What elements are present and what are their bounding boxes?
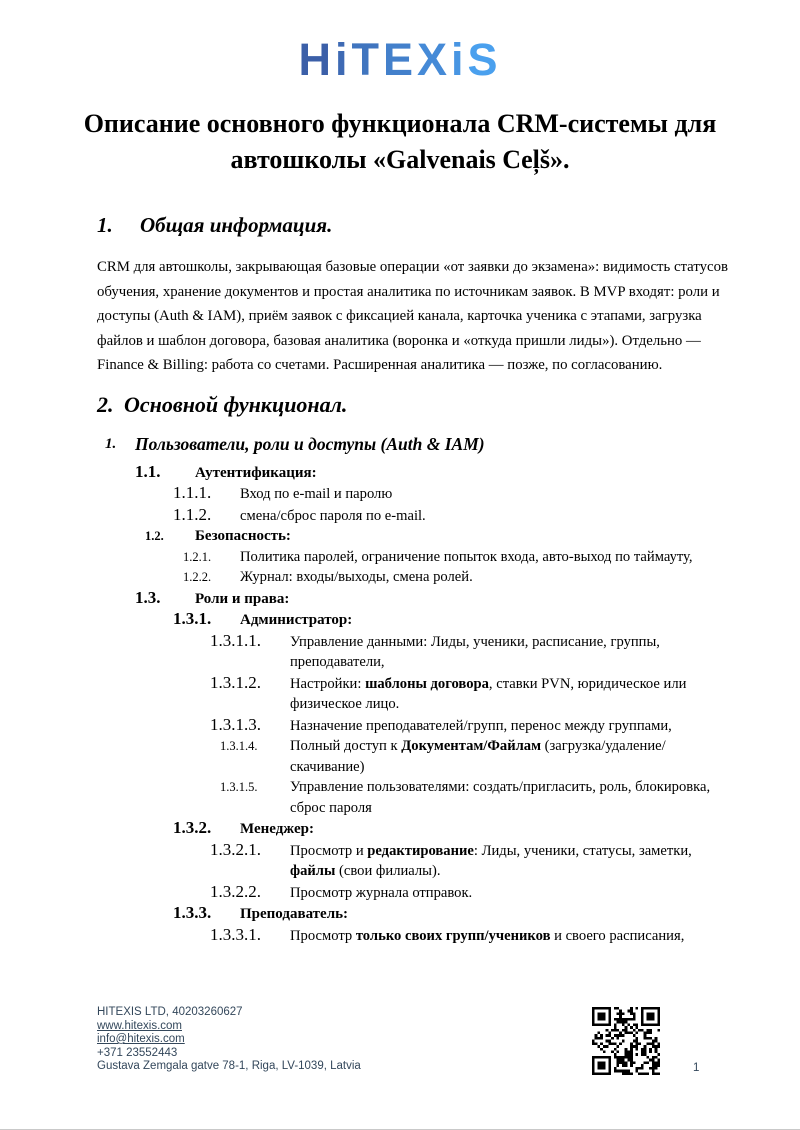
list-item-number: 1.3. — [135, 587, 161, 607]
document-body — [0, 210, 800, 946]
list-item — [173, 505, 740, 527]
footer-address: Gustava Zemgala gatve 78-1, Riga, LV-1039, Latvia — [97, 1060, 361, 1072]
subsection-title: Пользователи, роли и доступы (Auth & IAM) — [135, 433, 485, 454]
list-item-number: 1.3.2. — [173, 818, 212, 838]
document-header — [0, 0, 800, 86]
section-title: Основной функционал. — [124, 391, 348, 417]
list-item-text: Назначение преподавателей/групп, перенос между группами, — [290, 717, 672, 734]
footer-phone: +371 23552443 — [97, 1046, 178, 1059]
general-info-paragraph: CRM для автошколы, закрывающая базовые операции «от заявки до экзамена»: видимость статусов обучения, хранение документов и простая аналитика по источникам заявок. В MVP входят: роли и доступы (Auth & IAM), приём заявок с фиксацией канала, карточка ученика с этапами, загрузка файлов и шаблон договора, базовая аналитика (воронка и «откуда пришли лиды»). Отдельно — Finance & Billing: работа со счетами. Расширенная аналитика — позже, по согласованию. — [97, 259, 728, 374]
list-item — [173, 818, 740, 840]
section-heading-main-functionality — [97, 390, 740, 420]
list-item-number: 1.3.3. — [173, 903, 212, 923]
list-item-number: 1.3.1.2. — [210, 672, 261, 692]
list-item-number: 1.3.1.1. — [210, 630, 261, 650]
list-item-text: Политика паролей, ограничение попыток входа, авто-выход по таймауту, — [240, 548, 693, 565]
list-item-text: Роли и права: — [195, 590, 290, 607]
list-item — [210, 736, 740, 777]
list-item — [135, 588, 740, 610]
hitexis-logo: HiTEXiS — [298, 34, 502, 85]
list-item — [135, 526, 740, 547]
list-item-number: 1.3.1.4. — [220, 739, 258, 754]
list-item-text: Полный доступ к Документам/Файлам (загрузка/удаление/скачивание) — [290, 738, 666, 775]
list-item — [210, 631, 740, 673]
list-item — [173, 609, 740, 631]
list-item-number: 1.1.2. — [173, 504, 212, 524]
section-heading-general-info — [97, 210, 740, 240]
list-item — [173, 547, 740, 568]
list-item-text: Журнал: входы/выходы, смена ролей. — [240, 569, 473, 586]
list-item — [135, 462, 740, 484]
list-item-text: Просмотр и редактирование: Лиды, ученики, статусы, заметки, файлы (свои филиалы). — [290, 842, 692, 880]
list-item — [210, 673, 740, 715]
list-item — [210, 882, 740, 904]
list-item-number: 1.3.1.3. — [210, 714, 261, 734]
list-item-number: 1.2.1. — [183, 549, 212, 564]
list-item-text: Просмотр только своих групп/учеников и своего расписания, — [290, 927, 685, 944]
subsection-heading-users-roles — [97, 432, 740, 456]
list-item-text: Настройки: шаблоны договора, ставки PVN, юридическое или физическое лицо. — [290, 675, 687, 713]
feature-list — [97, 462, 740, 947]
list-item — [173, 903, 740, 925]
list-item-text: Безопасность: — [195, 528, 291, 545]
list-item-number: 1.3.2.2. — [210, 881, 261, 901]
list-item — [210, 715, 740, 737]
list-item-text: Аутентификация: — [195, 464, 317, 481]
page-number: 1 — [693, 1062, 700, 1074]
list-item-number: 1.3.1. — [173, 609, 212, 629]
qr-code — [592, 1007, 660, 1075]
list-item-text: Администратор: — [240, 612, 353, 629]
list-item — [173, 567, 740, 588]
list-item-number: 1.3.1.5. — [220, 780, 258, 795]
document-title: Описание основного функционала CRM-системы для автошколы «Galvenais Ceļš». — [83, 109, 717, 174]
list-item-text: Вход по e-mail и паролю — [240, 486, 393, 503]
list-item — [173, 483, 740, 505]
section-title: Общая информация. — [140, 213, 333, 237]
list-item-text: Менеджер: — [240, 821, 314, 838]
footer-company: HITEXIS LTD, 40203260627 — [97, 1006, 243, 1018]
list-item-number: 1.3.3.1. — [210, 924, 261, 944]
section-number: 1. — [97, 213, 113, 237]
section-number: 2. — [97, 391, 114, 417]
list-item-number: 1.1. — [135, 461, 161, 481]
list-item-number: 1.2.2. — [183, 570, 212, 585]
list-item-number: 1.2. — [145, 529, 164, 544]
list-item — [210, 925, 740, 947]
list-item-text: Преподаватель: — [240, 906, 349, 923]
list-item — [210, 777, 740, 818]
footer-contact-block — [97, 1006, 361, 1074]
list-item-text: смена/сброс пароля по e-mail. — [240, 507, 426, 524]
list-item — [210, 840, 740, 882]
list-item-text: Управление данными: Лиды, ученики, расписание, группы, преподаватели, — [290, 633, 660, 671]
subsection-number: 1. — [105, 435, 117, 452]
list-item-number: 1.1.1. — [173, 483, 212, 503]
list-item-number: 1.3.2.1. — [210, 839, 261, 859]
email-link[interactable]: info@hitexis.com — [97, 1033, 185, 1045]
list-item-text: Управление пользователями: создать/пригласить, роль, блокировка, сброс пароля — [290, 779, 711, 816]
list-item-text: Просмотр журнала отправок. — [290, 884, 473, 901]
website-link[interactable]: www.hitexis.com — [97, 1019, 182, 1032]
